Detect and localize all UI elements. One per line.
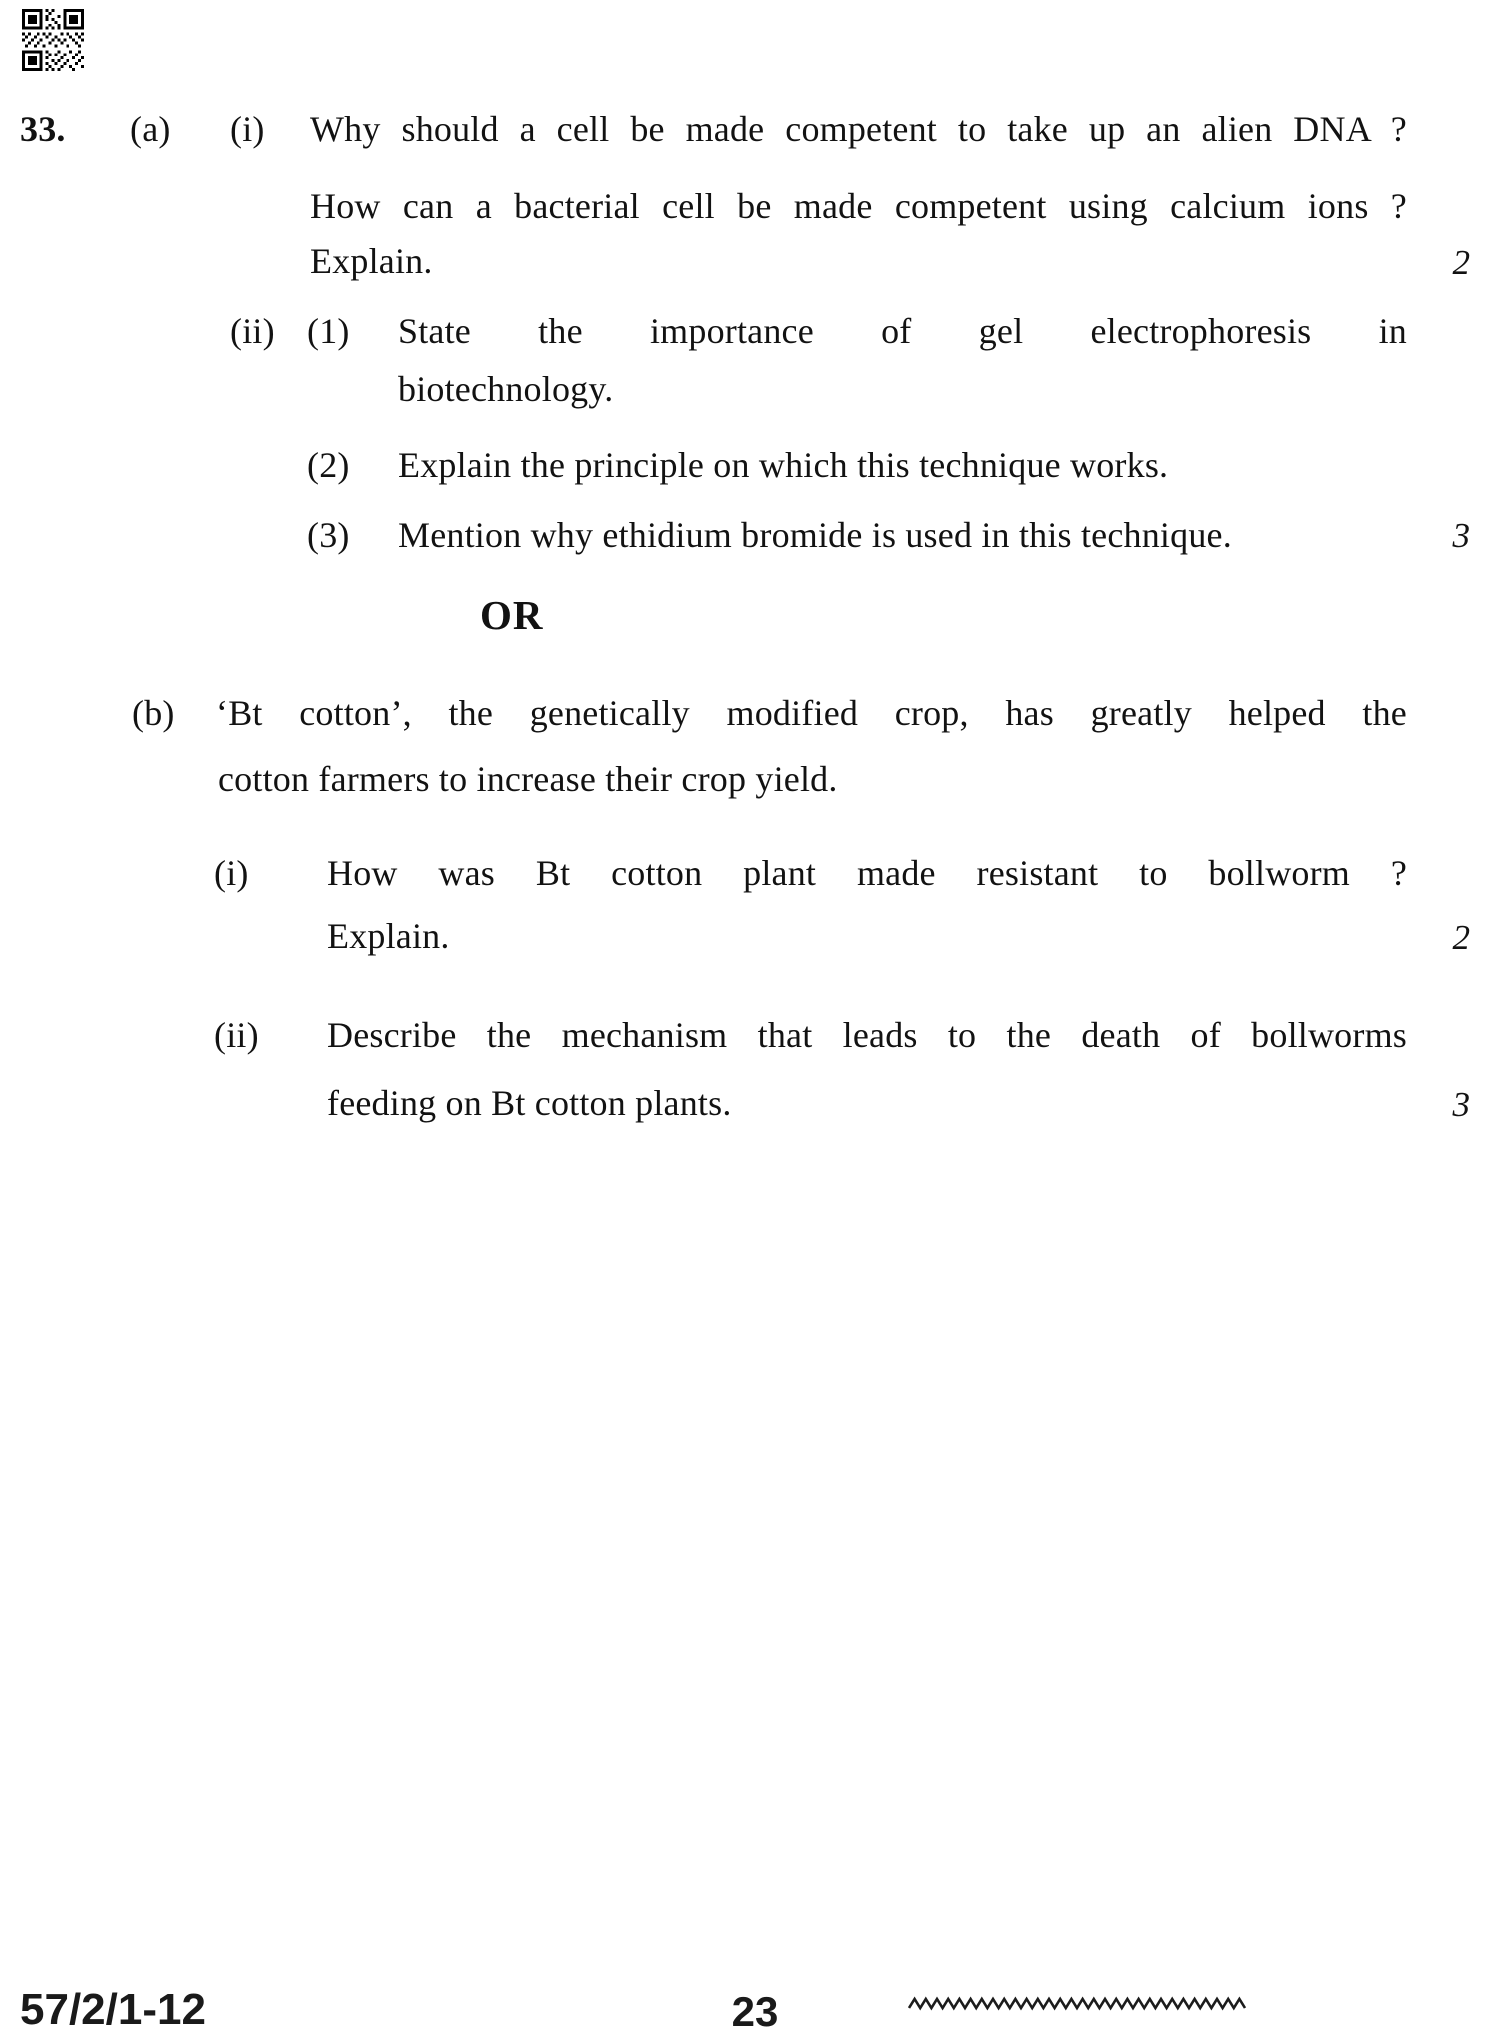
part-b-label: (b) (132, 693, 175, 733)
qr-code (22, 9, 84, 71)
b-i-line-2: Explain. (327, 916, 450, 956)
a-ii-item1-label: (1) (307, 311, 350, 351)
or-separator: OR (480, 592, 544, 638)
b-ii-line-2: feeding on Bt cotton plants. (327, 1083, 732, 1123)
part-b-intro-line-2: cotton farmers to increase their crop yield. (218, 759, 838, 799)
a-ii-item1-line-2: biotechnology. (398, 369, 614, 409)
part-b-i-marks: 2 (1452, 918, 1470, 957)
b-i-line-1: How was Bt cotton plant made resistant to bollworm ? (327, 853, 1407, 893)
a-ii-item3-label: (3) (307, 515, 350, 555)
part-b-ii-marks: 3 (1452, 1085, 1470, 1124)
footer-paper-code: 57/2/1-12 (20, 1985, 206, 2034)
squiggle-path (909, 1999, 1245, 2008)
part-b-ii-label: (ii) (214, 1015, 259, 1055)
a-ii-item3-line-1: Mention why ethidium bromide is used in this technique. (398, 515, 1232, 555)
squiggle-line (908, 1994, 1248, 2014)
part-a-i-line-1: Why should a cell be made competent to take up an alien DNA ? (310, 109, 1407, 149)
part-a-i-label: (i) (230, 109, 265, 149)
part-b-i-label: (i) (214, 853, 249, 893)
part-b-intro-line-1: ‘Bt cotton’, the genetically modified crop, has greatly helped the (216, 693, 1407, 733)
a-ii-item2-label: (2) (307, 445, 350, 485)
question-number: 33. (20, 109, 66, 149)
b-ii-line-1: Describe the mechanism that leads to the death of bollworms (327, 1015, 1407, 1055)
part-a-i-marks: 2 (1452, 243, 1470, 282)
part-a-ii-label: (ii) (230, 311, 275, 351)
a-ii-item2-line-1: Explain the principle on which this technique works. (398, 445, 1169, 485)
part-a-ii-marks: 3 (1452, 516, 1470, 555)
footer-page-number: 23 (731, 1988, 779, 2034)
part-a-i-line-3: Explain. (310, 241, 433, 281)
part-a-i-line-2: How can a bacterial cell be made competent using calcium ions ? (310, 186, 1407, 226)
a-ii-item1-line-1: State the importance of gel electrophoresis in (398, 311, 1407, 351)
part-a-label: (a) (130, 109, 171, 149)
